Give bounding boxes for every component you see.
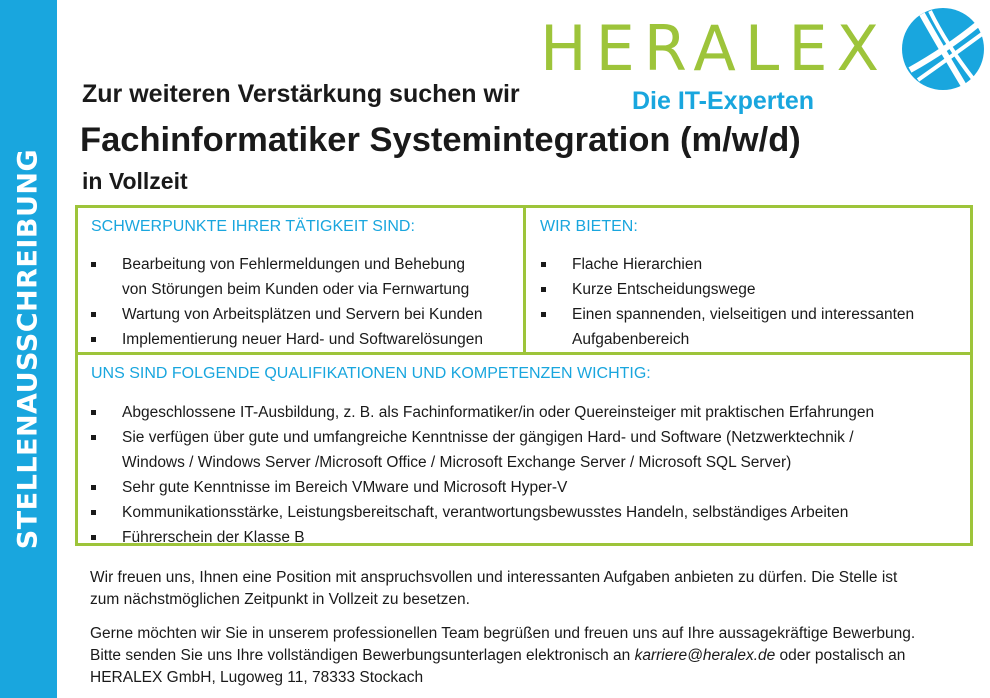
qualification-text: Sie verfügen über gute und umfangreiche Kenntnisse der gängigen Hard- und Software (Netzwerktechnik /: [122, 429, 854, 446]
closing-text: oder postalisch an: [775, 647, 906, 664]
qualification-text: Führerschein der Klasse B: [122, 529, 305, 546]
qualifications-list: [88, 400, 874, 550]
offers-list: [538, 252, 914, 352]
duties-list: [88, 252, 483, 352]
logo-x-icon: [900, 6, 986, 92]
list-item: [88, 425, 874, 450]
sidebar-label: STELLENAUSSCHREIBUNG: [12, 148, 44, 550]
bullet-icon: [91, 262, 96, 267]
qualification-text: Sehr gute Kenntnisse im Bereich VMware und Microsoft Hyper-V: [122, 479, 568, 496]
closing-text: Wir freuen uns, Ihnen eine Position mit anspruchsvollen und interessanten Aufgaben anbieten zu dürfen. Die Stelle ist: [90, 569, 898, 586]
duty-text: Bearbeitung von Fehlermeldungen und Behebung: [122, 256, 465, 273]
bullet-icon: [541, 287, 546, 292]
offer-text: Flache Hierarchien: [572, 256, 703, 273]
list-item: [88, 450, 874, 475]
duty-text: von Störungen beim Kunden oder via Fernwartung: [122, 281, 470, 298]
logo-tagline: Die IT-Experten: [632, 87, 814, 115]
duties-box: [75, 205, 526, 355]
qualification-text: Kommunikationsstärke, Leistungsbereitschaft, verantwortungsbewusstes Handeln, selbständiges Arbeiten: [122, 504, 849, 521]
list-item: [538, 327, 914, 352]
list-item: [88, 277, 483, 302]
bullet-icon: [541, 312, 546, 317]
bullet-icon: [91, 535, 96, 540]
closing-paragraph-1: [90, 567, 897, 611]
closing-paragraph-2: [90, 623, 915, 689]
duty-text: Wartung von Arbeitsplätzen und Servern bei Kunden: [122, 306, 483, 323]
bullet-icon: [91, 485, 96, 490]
email-link[interactable]: karriere@heralex.de: [634, 647, 776, 664]
offers-box: [523, 205, 973, 355]
qualification-text: Abgeschlossene IT-Ausbildung, z. B. als Fachinformatiker/in oder Quereinsteiger mit praktischen Erfahrungen: [122, 404, 875, 421]
bullet-icon: [91, 312, 96, 317]
list-item: [88, 475, 874, 500]
duty-text: Implementierung neuer Hard- und Softwarelösungen: [122, 331, 484, 348]
offer-text: Kurze Entscheidungswege: [572, 281, 756, 298]
qualification-text: Windows / Windows Server /Microsoft Office / Microsoft Exchange Server / Microsoft SQL Server): [122, 454, 792, 471]
offer-text: Aufgabenbereich: [572, 331, 690, 348]
list-item: [538, 277, 914, 302]
list-item: [88, 525, 874, 550]
offer-text: Einen spannenden, vielseitigen und interessanten: [572, 306, 915, 323]
bullet-icon: [91, 410, 96, 415]
closing-text: zum nächstmöglichen Zeitpunkt in Vollzeit zu besetzen.: [90, 591, 470, 608]
intro-line: Zur weiteren Verstärkung suchen wir: [82, 80, 520, 108]
bullet-icon: [541, 262, 546, 267]
company-address: HERALEX GmbH, Lugoweg 11, 78333 Stockach: [90, 669, 424, 686]
list-item: [88, 500, 874, 525]
list-item: [88, 302, 483, 327]
sidebar-band: [0, 0, 57, 698]
list-item: [88, 400, 874, 425]
job-title: Fachinformatiker Systemintegration (m/w/d): [80, 121, 801, 159]
qualifications-heading: UNS SIND FOLGENDE QUALIFIKATIONEN UND KOMPETENZEN WICHTIG:: [91, 365, 651, 382]
logo-wordmark: HERALEX: [540, 12, 888, 85]
job-subtitle: in Vollzeit: [82, 168, 188, 194]
bullet-icon: [91, 435, 96, 440]
bullet-icon: [91, 337, 96, 342]
duties-heading: SCHWERPUNKTE IHRER TÄTIGKEIT SIND:: [91, 218, 415, 235]
list-item: [88, 327, 483, 352]
list-item: [88, 252, 483, 277]
bullet-icon: [91, 510, 96, 515]
list-item: [538, 252, 914, 277]
closing-text: Gerne möchten wir Sie in unserem professionellen Team begrüßen und freuen uns auf Ihre aussagekräftige Bewerbung.: [90, 625, 916, 642]
list-item: [538, 302, 914, 327]
qualifications-box: [75, 352, 973, 546]
offers-heading: WIR BIETEN:: [540, 218, 638, 235]
closing-text: Bitte senden Sie uns Ihre vollständigen Bewerbungsunterlagen elektronisch an: [90, 647, 635, 664]
